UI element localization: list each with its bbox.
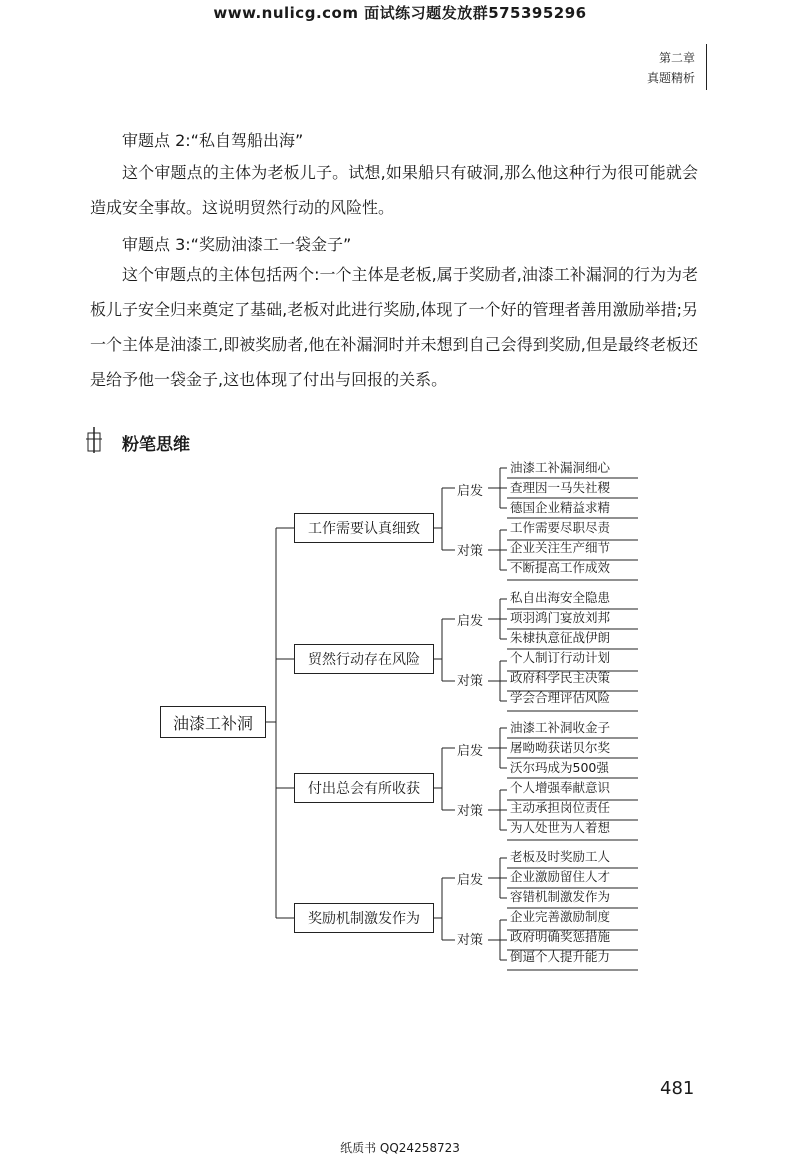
- section-title: 粉笔思维: [122, 435, 190, 455]
- qifa-label: 启发: [457, 873, 484, 888]
- duice-label: 对策: [457, 933, 484, 948]
- leaf-item: 油漆工补漏洞细心: [510, 460, 611, 475]
- leaf-item: 企业激励留住人才: [510, 869, 611, 884]
- leaf-item: 项羽鸿门宴放刘邦: [510, 610, 611, 625]
- top-banner: www.nulicg.com 面试练习题发放群575395296: [213, 4, 587, 22]
- page-number: 481: [660, 1078, 695, 1099]
- duice-label: 对策: [457, 674, 484, 689]
- duice-label: 对策: [457, 544, 484, 559]
- leaf-item: 沃尔玛成为500强: [510, 760, 609, 775]
- leaf-item: 个人增强奉献意识: [510, 780, 611, 795]
- leaf-item: 工作需要尽职尽责: [510, 520, 611, 535]
- topic-box: 奖励机制激发作为: [294, 903, 434, 933]
- leaf-item: 倒逼个人提升能力: [510, 949, 611, 964]
- mindmap-root: 油漆工补洞: [160, 706, 266, 738]
- duice-label: 对策: [457, 804, 484, 819]
- leaf-item: 个人制订行动计划: [510, 650, 611, 665]
- leaf-item: 屠呦呦获诺贝尔奖: [510, 740, 611, 755]
- leaf-item: 查理因一马失社稷: [510, 480, 611, 495]
- leaf-item: 德国企业精益求精: [510, 500, 611, 515]
- topic-box: 工作需要认真细致: [294, 513, 434, 543]
- leaf-item: 政府明确奖惩措施: [510, 929, 611, 944]
- leaf-item: 企业完善激励制度: [510, 909, 611, 924]
- leaf-item: 为人处世为人着想: [510, 820, 611, 835]
- leaf-item: 主动承担岗位责任: [510, 800, 611, 815]
- leaf-item: 学会合理评估风险: [510, 690, 611, 705]
- point3-paragraph: 这个审题点的主体包括两个:一个主体是老板,属于奖励者,油漆工补漏洞的行为为老板儿子安全归来奠定了基础,老板对此进行奖励,体现了一个好的管理者善用激励举措;另一个主体是油漆工,即被奖励者,他在补漏洞时并未想到自己会得到奖励,但是最终老板还是给予他一袋金子,这也体现了付出与回报的关系。: [90, 265, 698, 389]
- point3-heading: 审题点 3:“奖励油漆工一袋金子”: [122, 235, 352, 254]
- leaf-item: 私自出海安全隐患: [510, 590, 611, 605]
- qifa-label: 启发: [457, 484, 484, 499]
- leaf-item: 油漆工补洞收金子: [510, 720, 611, 735]
- chapter-title: 真题精析: [646, 71, 695, 85]
- leaf-item: 老板及时奖励工人: [510, 849, 611, 864]
- leaf-item: 不断提高工作成效: [510, 560, 611, 575]
- chapter-number: 第二章: [658, 51, 695, 65]
- topic-box: 付出总会有所收获: [294, 773, 434, 803]
- point2-heading: 审题点 2:“私自驾船出海”: [122, 131, 304, 150]
- leaf-item: 朱棣执意征战伊朗: [510, 630, 611, 645]
- qifa-label: 启发: [457, 744, 484, 759]
- qifa-label: 启发: [457, 614, 484, 629]
- leaf-item: 企业关注生产细节: [510, 540, 611, 555]
- topic-box: 贸然行动存在风险: [294, 644, 434, 674]
- leaf-item: 政府科学民主决策: [510, 670, 611, 685]
- point2-paragraph: 这个审题点的主体为老板儿子。试想,如果船只有破洞,那么他这种行为很可能就会造成安全事故。这说明贸然行动的风险性。: [90, 163, 698, 217]
- footer-watermark: 纸质书 QQ24258723: [340, 1141, 460, 1155]
- leaf-item: 容错机制激发作为: [510, 889, 611, 904]
